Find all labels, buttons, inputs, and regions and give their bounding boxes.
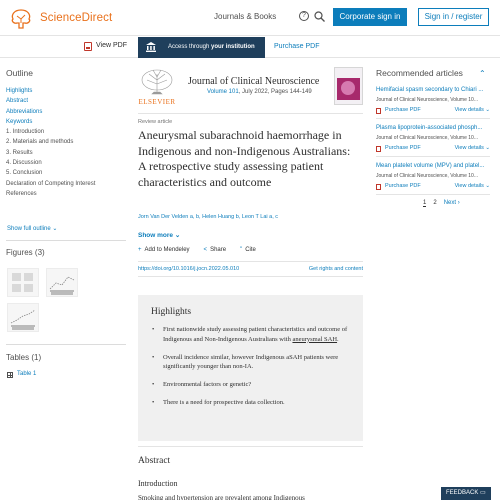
pdf-icon: [84, 42, 92, 51]
quote-icon: ": [240, 247, 243, 253]
outline-item[interactable]: 1. Introduction: [6, 129, 45, 136]
recommended-article: [376, 124, 490, 154]
view-pdf-link[interactable]: View PDF: [96, 42, 127, 49]
figure-thumbnail-2[interactable]: [46, 268, 78, 297]
divider: [376, 156, 490, 157]
svg-text:ELSEVIER: ELSEVIER: [138, 98, 176, 106]
article-actions: [138, 247, 256, 253]
divider: [6, 240, 126, 241]
view-details-link[interactable]: View details ⌄: [454, 183, 490, 189]
chevron-right-icon: ›: [457, 200, 460, 206]
outline-item[interactable]: Abstract: [6, 98, 29, 105]
highlight-item: • Overall incidence similar, however Indigenous aSAH patients were significantly younger than non-IA.: [152, 353, 352, 373]
purchase-pdf-link[interactable]: Purchase PDF: [385, 107, 421, 113]
recommended-article-title[interactable]: Mean platelet volume (MPV) and platel...: [376, 163, 485, 169]
divider: [138, 446, 363, 447]
recommended-article: [376, 86, 490, 116]
divider: [6, 344, 126, 345]
highlights-title: Highlights: [151, 307, 192, 317]
outline-item[interactable]: References: [6, 190, 37, 197]
share-button[interactable]: < Share: [203, 247, 227, 253]
article-title: Aneurysmal subarachnoid haemorrhage in Indigenous and non-Indigenous Australians: A retrospective study assessing patient characteristics and outcome: [138, 128, 351, 189]
table-icon: [7, 372, 13, 378]
recommended-article-journal: Journal of Clinical Neuroscience, Volume 10...: [376, 97, 478, 103]
figure-thumbnail-image: [47, 269, 77, 296]
sign-in-register-button[interactable]: Sign in / register: [418, 8, 489, 26]
recommended-articles-title: Recommended articles: [376, 68, 463, 78]
next-page-button[interactable]: Next ›: [443, 200, 460, 206]
show-full-outline-link[interactable]: Show full outline ⌄: [7, 226, 58, 232]
recommended-pager: [423, 200, 460, 207]
purchase-pdf-link[interactable]: Purchase PDF: [274, 43, 320, 50]
access-text: Access through your institution: [168, 44, 255, 50]
table-1-link[interactable]: Table 1: [17, 371, 37, 377]
add-to-mendeley-button[interactable]: + Add to Mendeley: [138, 247, 190, 253]
outline-item[interactable]: Keywords: [6, 118, 33, 125]
outline-item[interactable]: 3. Results: [6, 149, 33, 156]
recommended-article-title[interactable]: Plasma lipoprotein-associated phosph...: [376, 125, 483, 131]
outline-item[interactable]: Abbreviations: [6, 108, 43, 115]
journal-volume: Volume 101, July 2022, Pages 144-149: [207, 89, 312, 95]
plus-icon: +: [138, 247, 142, 253]
divider: [376, 118, 490, 119]
outline-item[interactable]: 4. Discussion: [6, 160, 42, 167]
abstract-heading: Abstract: [138, 456, 171, 466]
purchase-pdf-link[interactable]: Purchase PDF: [385, 145, 421, 151]
brand-name: ScienceDirect: [40, 12, 113, 24]
journal-name-link[interactable]: Journal of Clinical Neuroscience: [188, 76, 320, 87]
author-list[interactable]: Jorn Van Der Velden a, b, Helen Huang b, Leon T Lai a, c: [138, 214, 279, 220]
outline-title: Outline: [6, 68, 33, 78]
highlights-list: [152, 325, 352, 416]
highlight-item: • First nationwide study assessing patient characteristics and outcome of Indigenous and Non-Indigenous Australians with aneurysmal SAH.: [152, 325, 352, 345]
access-institution-button[interactable]: [138, 37, 265, 58]
top-header: [0, 0, 500, 36]
tables-title: Tables (1): [6, 353, 42, 362]
journals-books-link[interactable]: Journals & Books: [214, 12, 277, 21]
institution-icon: [146, 42, 156, 52]
figures-title: Figures (3): [6, 248, 45, 257]
introduction-heading: Introduction: [138, 479, 178, 488]
help-icon[interactable]: ?: [299, 11, 309, 21]
doi-row: [138, 261, 363, 277]
doi-link[interactable]: https://doi.org/10.1016/j.jocn.2022.05.010: [138, 266, 240, 272]
recommended-article-journal: Journal of Clinical Neuroscience, Volume 10...: [376, 173, 478, 179]
figure-thumbnail-image: [8, 269, 38, 296]
elsevier-tree-icon: [8, 6, 34, 30]
divider: [376, 194, 490, 195]
figure-thumbnail-image: [8, 304, 38, 331]
highlights-box: [138, 295, 363, 441]
purchase-pdf-link[interactable]: Purchase PDF: [385, 183, 421, 189]
article-type: Review article: [138, 119, 173, 125]
highlight-item: • Environmental factors or genetic?: [152, 380, 352, 390]
journal-cover-image[interactable]: [334, 67, 363, 105]
search-icon[interactable]: [314, 11, 325, 22]
share-icon: <: [203, 247, 208, 253]
highlight-item: • There is a need for prospective data collection.: [152, 398, 352, 408]
pdf-icon: [376, 184, 381, 190]
pdf-icon: [376, 146, 381, 152]
corporate-sign-in-button[interactable]: Corporate sign in: [333, 8, 407, 26]
show-more-button[interactable]: Show more ⌄: [138, 232, 181, 239]
recommended-article-journal: Journal of Clinical Neuroscience, Volume 10...: [376, 135, 478, 141]
divider: [138, 113, 363, 114]
figure-thumbnail-1[interactable]: [7, 268, 39, 297]
page-2[interactable]: 2: [433, 200, 437, 206]
chevron-down-icon: ⌄: [52, 226, 58, 232]
figure-thumbnail-3[interactable]: [7, 303, 39, 332]
pdf-icon: [376, 108, 381, 114]
view-details-link[interactable]: View details ⌄: [454, 145, 490, 151]
abbreviation-link[interactable]: aneurysmal SAH: [292, 335, 338, 343]
introduction-text: Smoking and hypertension are prevalent among Indigenous: [138, 494, 305, 500]
elsevier-logo[interactable]: [138, 66, 176, 106]
feedback-icon: ▭: [480, 490, 486, 496]
outline-item[interactable]: Highlights: [6, 88, 33, 94]
outline-item[interactable]: 5. Conclusion: [6, 170, 43, 177]
recommended-article: [376, 162, 490, 192]
outline-list: [6, 86, 126, 199]
feedback-button[interactable]: FEEDBACK ▭: [441, 487, 491, 500]
page-1[interactable]: 1: [423, 200, 427, 206]
outline-item[interactable]: Declaration of Competing Interest: [6, 180, 96, 187]
volume-link[interactable]: Volume 101: [207, 89, 239, 95]
sciencedirect-logo[interactable]: [8, 6, 112, 30]
chevron-down-icon: ⌄: [174, 232, 181, 239]
view-details-link[interactable]: View details ⌄: [454, 107, 490, 113]
outline-item[interactable]: 2. Materials and methods: [6, 139, 74, 146]
cite-button[interactable]: " Cite: [240, 247, 256, 253]
chevron-up-icon[interactable]: ⌃: [479, 69, 486, 78]
recommended-article-title[interactable]: Hemifacial spasm secondary to Chiari ...: [376, 87, 484, 93]
rights-link[interactable]: Get rights and content: [308, 266, 363, 272]
